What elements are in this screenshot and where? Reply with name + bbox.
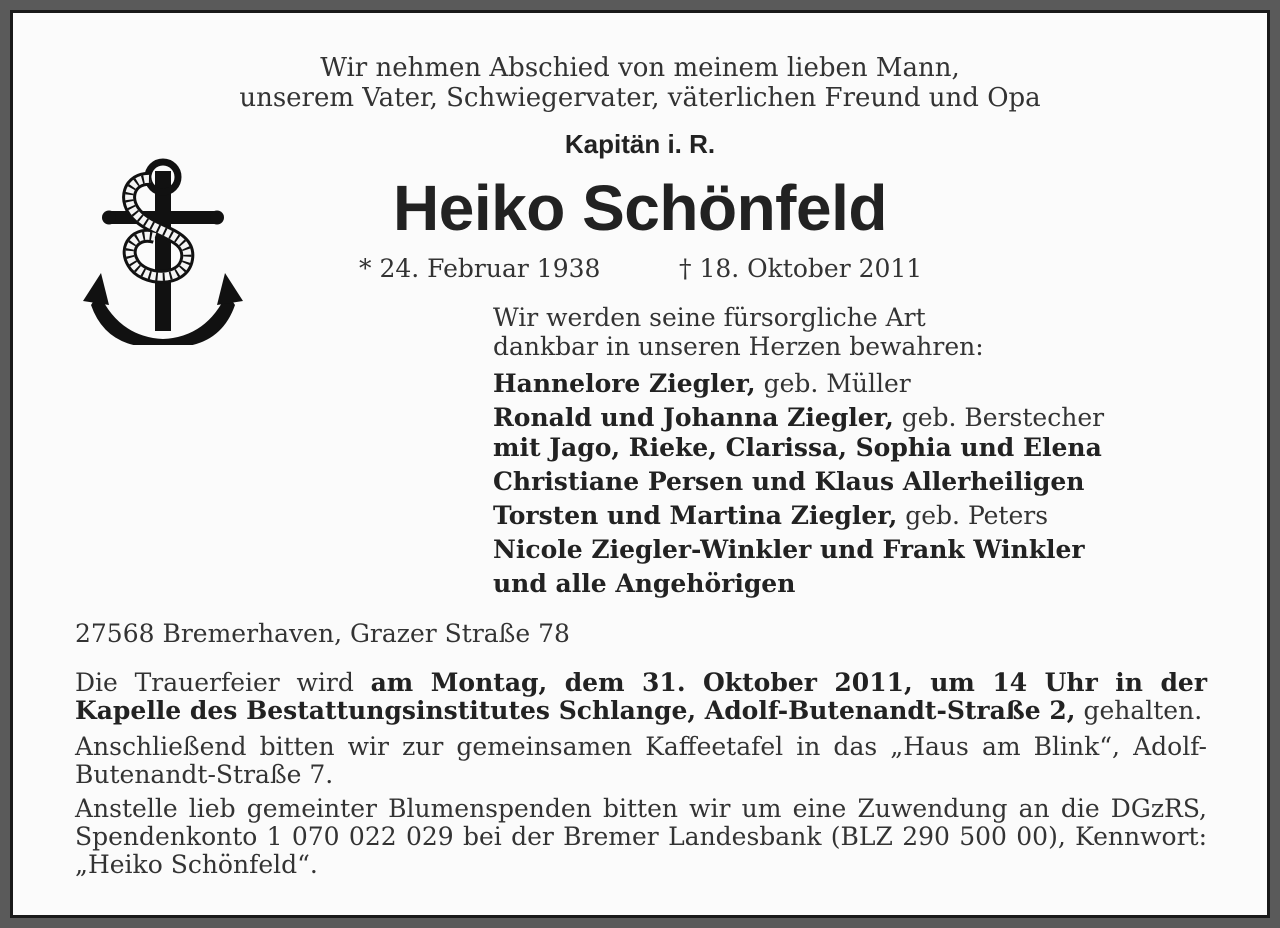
mourner-row: mit Jago, Rieke, Clarissa, Sophia und Elena xyxy=(493,433,1102,462)
anchor-icon xyxy=(79,155,247,345)
mourner-row: und alle Angehörigen xyxy=(493,569,796,598)
mourner-row: Christiane Persen und Klaus Allerheiligen xyxy=(493,467,1085,496)
mourners-list xyxy=(493,369,1104,599)
death-date: † 18. Oktober 2011 xyxy=(679,254,923,283)
rank-title: Kapitän i. R. xyxy=(564,129,716,159)
mourner-row: Nicole Ziegler-Winkler und Frank Winkler xyxy=(493,535,1085,564)
memorial-quote xyxy=(493,303,984,361)
coffee-info: Anschließend bitten wir zur gemeinsamen Kaffeetafel in das „Haus am Blink“, Adolf-Butenandt-Straße 7. xyxy=(75,732,1207,789)
intro-line-1: Wir nehmen Abschied von meinem lieben Mann, xyxy=(320,53,960,83)
mourner-row: Hannelore Ziegler, geb. Müller xyxy=(493,369,911,398)
donation-info: Anstelle lieb gemeinter Blumenspenden bitten wir um eine Zuwendung an die DGzRS, Spendenkonto 1 070 022 029 bei der Bremer Landesbank (BLZ 290 500 00), Kennwort: „Heiko Schönfeld“. xyxy=(75,794,1207,879)
quote-line-1: Wir werden seine fürsorgliche Art xyxy=(493,303,926,332)
quote-line-2: dankbar in unseren Herzen bewahren: xyxy=(493,332,984,361)
ceremony-info: Die Trauerfeier wird am Montag, dem 31. Oktober 2011, um 14 Uhr in der Kapelle des Bestattungsinstitutes Schlange, Adolf-Butenandt-Straße 2, gehalten. xyxy=(75,668,1207,725)
mourner-row: Ronald und Johanna Ziegler, geb. Berstecher xyxy=(493,403,1105,432)
intro-text xyxy=(13,53,1267,113)
birth-date: * 24. Februar 1938 xyxy=(359,254,601,283)
mourner-row: Torsten und Martina Ziegler, geb. Peters xyxy=(493,501,1049,530)
family-address: 27568 Bremerhaven, Grazer Straße 78 xyxy=(75,619,570,648)
deceased-name: Heiko Schönfeld xyxy=(393,172,887,244)
obituary-notice xyxy=(10,10,1270,918)
intro-line-2: unserem Vater, Schwiegervater, väterlichen Freund und Opa xyxy=(239,83,1041,113)
